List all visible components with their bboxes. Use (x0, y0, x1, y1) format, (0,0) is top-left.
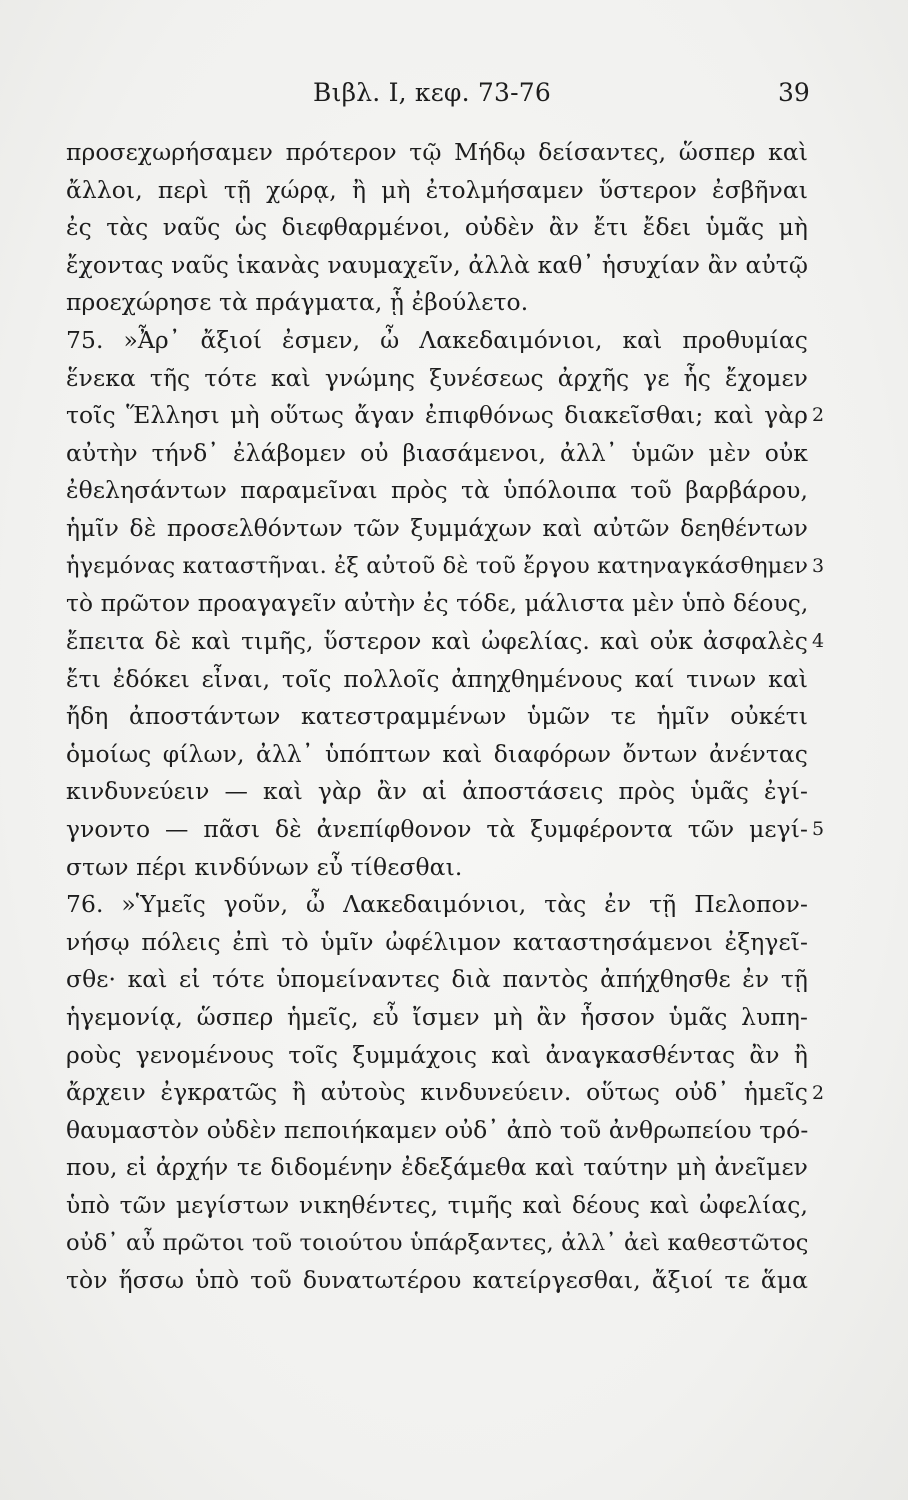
text-line: ἔτι ἐδόκει εἶναι, τοῖς πολλοῖς ἀπηχθημένους καί τινων καὶ (66, 664, 808, 693)
margin-number: 2 (812, 1081, 825, 1104)
text-line: οὐδ᾽ αὖ πρῶτοι τοῦ τοιούτου ὑπάρξαντες, ἀλλ᾽ ἀεὶ καθεστῶτος (66, 1229, 809, 1256)
running-header (0, 78, 908, 112)
text-line: ἄρχειν ἐγκρατῶς ἢ αὐτοὺς κινδυνεύειν. οὕτως οὐδ᾽ ἡμεῖς (66, 1078, 808, 1107)
text-line: γνοντο — πᾶσι δὲ ἀνεπίφθονον τὰ ξυμφέροντα τῶν μεγί- (66, 814, 808, 843)
margin-number: 2 (812, 404, 825, 427)
text-line: προεχώρησε τὰ πράγματα, ᾗ ἐβούλετο. (66, 288, 529, 317)
text-line: ἐθελησάντων παραμεῖναι πρὸς τὰ ὑπόλοιπα τοῦ βαρβάρου, (66, 476, 808, 505)
text-line: νήσῳ πόλεις ἐπὶ τὸ ὑμῖν ὠφέλιμον καταστησάμενοι ἐξηγεῖ- (66, 927, 808, 956)
text-line: ἡμῖν δὲ προσελθόντων τῶν ξυμμάχων καὶ αὐτῶν δεηθέντων (66, 514, 808, 543)
header-title: Βιβλ. I, κεφ. 73-76 (313, 78, 551, 107)
text-line: ὁμοίως φίλων, ἀλλ᾽ ὑπόπτων καὶ διαφόρων ὄντων ἀνέντας (66, 739, 808, 768)
text-line: 76. »Ὑμεῖς γοῦν, ὦ Λακεδαιμόνιοι, τὰς ἐν τῇ Πελοπον- (66, 890, 808, 919)
text-line: τὸ πρῶτον προαγαγεῖν αὐτὴν ἐς τόδε, μάλιστα μὲν ὑπὸ δέους, (66, 590, 809, 618)
text-line: ἕνεκα τῆς τότε καὶ γνώμης ξυνέσεως ἀρχῆς γε ἧς ἔχομεν (66, 363, 808, 392)
text-line: προσεχωρήσαμεν πρότερον τῷ Μήδῳ δείσαντες, ὥσπερ καὶ (66, 138, 808, 166)
margin-number: 4 (812, 630, 825, 653)
text-line: στων πέρι κινδύνων εὖ τίθεσθαι. (66, 852, 463, 881)
text-line: τοῖς Ἕλλησι μὴ οὕτως ἄγαν ἐπιφθόνως διακεῖσθαι; καὶ γὰρ (66, 401, 808, 430)
text-line: ὑπὸ τῶν μεγίστων νικηθέντες, τιμῆς καὶ δέους καὶ ὠφελίας, (66, 1191, 808, 1220)
text-line: κινδυνεύειν — καὶ γὰρ ἂν αἱ ἀποστάσεις πρὸς ὑμᾶς ἐγί- (66, 777, 808, 806)
text-line: τὸν ἥσσω ὑπὸ τοῦ δυνατωτέρου κατείργεσθαι, ἄξιοί τε ἅμα (66, 1266, 808, 1295)
text-line: ἔπειτα δὲ καὶ τιμῆς, ὕστερον καὶ ὠφελίας. καὶ οὐκ ἀσφαλὲς (66, 626, 808, 655)
body-text (66, 134, 808, 1300)
margin-number: 3 (812, 554, 825, 577)
text-line: θαυμαστὸν οὐδὲν πεποιήκαμεν οὐδ᾽ ἀπὸ τοῦ ἀνθρωπείου τρό- (66, 1115, 809, 1144)
page-number: 39 (778, 78, 810, 107)
text-line: ἐς τὰς ναῦς ὡς διεφθαρμένοι, οὐδὲν ἂν ἔτι ἔδει ὑμᾶς μὴ (66, 213, 808, 242)
text-line: ἔχοντας ναῦς ἱκανὰς ναυμαχεῖν, ἀλλὰ καθ᾽ ἡσυχίαν ἂν αὐτῷ (66, 250, 808, 279)
text-line: ἄλλοι, περὶ τῇ χώρᾳ, ἢ μὴ ἐτολμήσαμεν ὕστερον ἐσβῆναι (66, 175, 808, 204)
text-line: ἡγεμονίᾳ, ὥσπερ ἡμεῖς, εὖ ἴσμεν μὴ ἂν ἧσσον ὑμᾶς λυπη- (66, 1003, 808, 1032)
text-line: ροὺς γενομένους τοῖς ξυμμάχοις καὶ ἀναγκασθέντας ἂν ἢ (66, 1040, 808, 1069)
text-line: ἤδη ἀποστάντων κατεστραμμένων ὑμῶν τε ἡμῖν οὐκέτι (66, 702, 808, 731)
text-line: σθε· καὶ εἰ τότε ὑπομείναντες διὰ παντὸς ἀπήχθησθε ἐν τῇ (66, 965, 808, 994)
margin-number: 5 (812, 818, 825, 841)
text-line: 75. »Ἆρ᾽ ἄξιοί ἐσμεν, ὦ Λακεδαιμόνιοι, καὶ προθυμίας (66, 326, 808, 355)
text-line: ἡγεμόνας καταστῆναι. ἐξ αὐτοῦ δὲ τοῦ ἔργου κατηναγκάσθημεν (66, 552, 808, 579)
text-line: που, εἰ ἀρχήν τε διδομένην ἐδεξάμεθα καὶ ταύτην μὴ ἀνεῖμεν (66, 1153, 808, 1182)
text-line: αὐτὴν τήνδ᾽ ἐλάβομεν οὐ βιασάμενοι, ἀλλ᾽ ὑμῶν μὲν οὐκ (66, 438, 808, 467)
